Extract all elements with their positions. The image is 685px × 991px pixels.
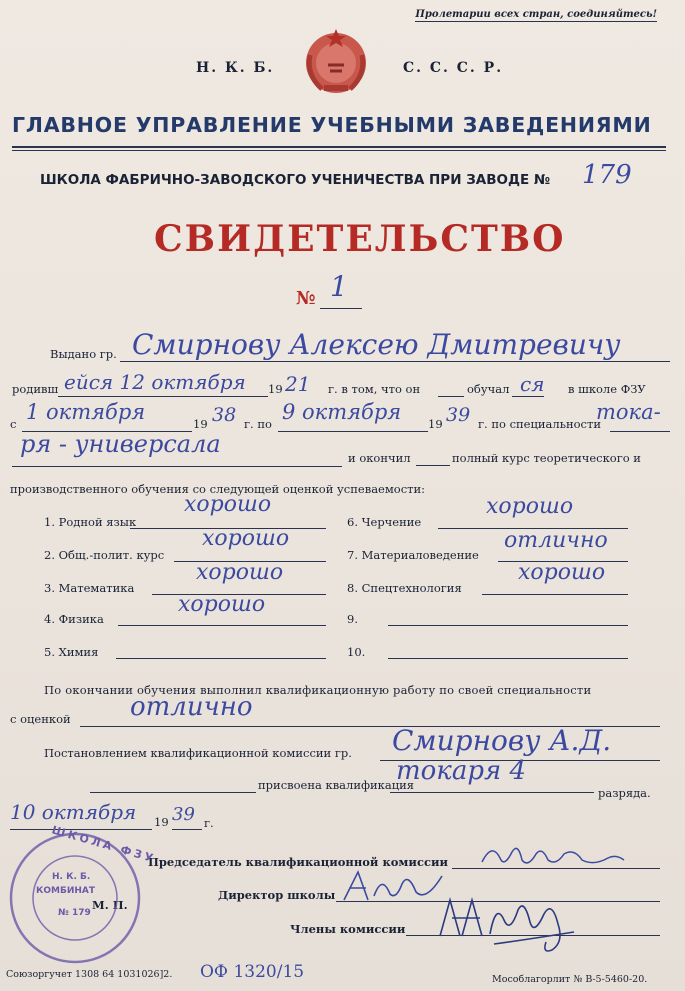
director-label: Директор школы [218,888,336,902]
footer-left: Союзоргучет 1308 64 1031026]2. [6,969,173,980]
chair-signature-icon [478,838,628,872]
assigned-line-left [90,792,256,793]
grade-value: хорошо [486,494,574,519]
to-line [278,431,428,432]
from-label: с [10,417,17,431]
stamp-line-1: Н. К. Б. [52,872,91,882]
rank-value: токаря 4 [396,756,526,786]
number-line [320,308,362,309]
school-text: в школе ФЗУ [568,382,646,396]
date-year: 39 [172,804,195,825]
grade-label: 4. Физика [44,612,104,626]
certificate-number: 1 [330,270,348,303]
to-year: 39 [446,404,471,426]
certificate-number-label: № [296,288,316,309]
born-year: 21 [285,372,311,396]
ussr-emblem-icon [300,25,372,97]
grade-label: 8. Спецтехнология [347,581,462,595]
qualification-grade-label: с оценкой [10,712,71,726]
qualification-text: По окончании обучения выполнил квалификационную работу по своей специальности [44,683,592,697]
date-year-line [172,829,202,830]
grade-label: 10. [347,645,366,659]
date-suffix: г. [204,816,214,830]
specialty-line-1 [610,431,670,432]
mp-label: М. П. [92,898,128,912]
footer-right: Мособлагорлит № В-5-5460-20. [492,974,648,985]
studied-suffix: ся [520,372,545,396]
decision-name: Смирнову А.Д. [392,724,612,757]
specialty-label: г. по специальности [478,417,602,431]
members-signature-icon [434,880,584,960]
grade-label: 3. Математика [44,581,135,595]
studied-line [512,396,544,397]
decision-label: Постановлением квалификационной комиссии гр. [44,746,352,760]
grade-line [118,625,326,626]
grade-label: 5. Химия [44,645,99,659]
studied-label: обучал [467,382,510,396]
born-year-prefix: 19 [268,382,283,396]
born-value: ейся 12 октября [64,370,246,394]
name-line [120,361,670,362]
born-label: родивш [12,382,59,396]
born-line [58,396,268,397]
grade-line [388,625,628,626]
school-number: 179 [582,160,632,190]
from-year: 38 [212,404,237,426]
finished-line [416,465,450,466]
to-value: 9 октября [282,400,402,424]
specialty-part2: ря - универсала [20,430,221,458]
rank-suffix: разряда. [598,786,651,800]
stamp-line-2: КОМБИНАТ [36,886,95,896]
grade-line [116,658,326,659]
chair-label: Председатель квалификационной комиссии [148,855,449,869]
header-rule-thin [12,150,666,151]
grade-label: 6. Черчение [347,515,422,529]
mid-text: г. в том, что он [328,382,421,396]
org-left: Н. К. Б. [196,60,275,76]
grade-value: хорошо [202,526,290,551]
grade-label: 9. [347,612,358,626]
members-label: Члены комиссии [290,922,406,936]
grade-value: отлично [504,528,608,553]
main-title: ГЛАВНОЕ УПРАВЛЕНИЕ УЧЕБНЫМИ ЗАВЕДЕНИЯМИ [12,113,652,137]
course-text: полный курс теоретического и [452,451,641,465]
footer-handwritten: ОФ 1320/15 [200,962,305,982]
grade-value: хорошо [518,560,606,585]
grade-label: 1. Родной язык [44,515,137,529]
director-signature-icon [338,866,448,906]
from-value: 1 октября [26,400,146,424]
finished-text: и окончил [348,451,411,465]
grade-line [388,658,628,659]
date-year-prefix: 19 [154,815,169,829]
recipient-name: Смирнову Алексею Дмитревичу [132,328,621,361]
specialty-part1: тока- [596,400,661,424]
assigned-label: присвоена квалификация [258,778,415,792]
to-year-prefix: 19 [428,417,443,431]
header-rule [12,146,666,148]
to-label: г. по [244,417,272,431]
specialty-line-2 [12,466,342,467]
qualification-grade: отлично [130,692,253,722]
motto: Пролетарии всех стран, соединяйтесь! [415,9,657,20]
grade-value: хорошо [184,492,272,517]
gender-line [438,396,464,397]
issued-label: Выдано гр. [50,347,117,361]
stamp-ring-text: ШКОЛА ФЗУ [50,823,158,866]
stamp-line-3: № 179 [58,908,91,918]
grade-label: 2. Общ.-полит. курс [44,548,165,562]
grade-line [482,594,628,595]
rank-line [390,792,594,793]
grade-value: хорошо [178,592,266,617]
from-year-prefix: 19 [193,417,208,431]
certificate-title: СВИДЕТЕЛЬСТВО [154,218,566,260]
issue-date: 10 октября [10,800,137,824]
school-label: ШКОЛА ФАБРИЧНО-ЗАВОДСКОГО УЧЕНИЧЕСТВА ПРИ ЗАВОДЕ № [40,172,551,188]
grade-label: 7. Материаловедение [347,548,479,562]
grade-value: хорошо [196,560,284,585]
grades-intro: производственного обучения со следующей оценкой успеваемости: [10,482,426,496]
org-right: С. С. С. Р. [403,60,504,76]
